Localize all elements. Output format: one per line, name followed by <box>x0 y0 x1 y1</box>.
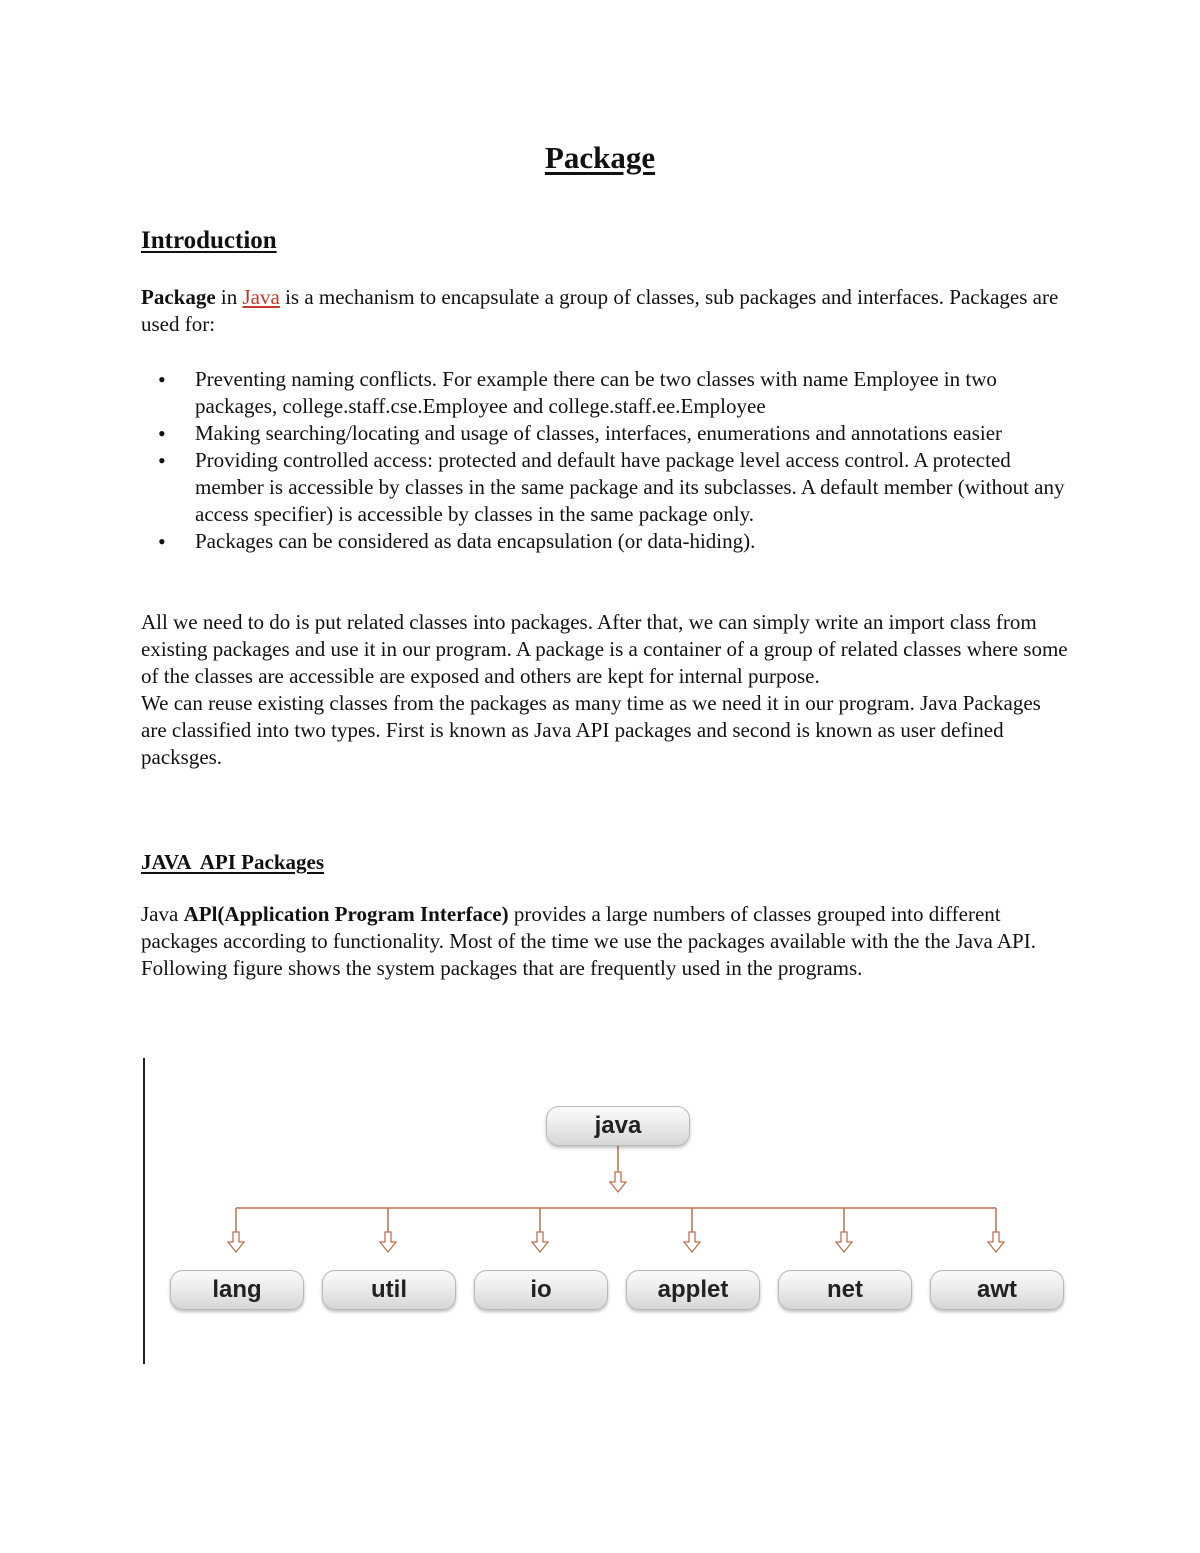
page-title: Package <box>544 140 656 175</box>
uses-list <box>141 366 1071 555</box>
java-link[interactable]: Java <box>242 285 280 309</box>
node-net: net <box>778 1270 912 1310</box>
bullet-icon: • <box>158 448 166 473</box>
bullet-icon: • <box>158 367 166 392</box>
node-java: java <box>546 1106 690 1146</box>
list-item <box>141 420 1071 447</box>
list-item-text: Preventing naming conflicts. For example there can be two classes with name Employee in two packages, college.staff.cse.Employee and college.staff.ee.Employee <box>195 367 997 418</box>
root-down-arrow-icon <box>610 1172 626 1192</box>
list-item-text: Packages can be considered as data encapsulation (or data-hiding). <box>195 529 756 553</box>
list-item <box>141 366 1071 420</box>
down-arrow-icon-util <box>380 1232 396 1252</box>
package-hierarchy-diagram <box>160 1090 1080 1330</box>
bullet-icon: • <box>158 529 166 554</box>
api-text-rest: provides a large numbers of classes grouped into different packages according to functionality. Most of the time we use the packages available with the the Java API. Following figure shows the system packages that are frequently used in the programs. <box>141 902 1036 980</box>
down-arrow-icon-awt <box>988 1232 1004 1252</box>
intro-text-in: in <box>215 285 243 309</box>
node-applet: applet <box>626 1270 760 1310</box>
paragraph-line: All we need to do is put related classes into packages. After that, we can simply write an import class from existing packages and use it in our program. A package is a container of a group of related classes where some of the classes are accessible are exposed and others are kept for internal purpose. <box>141 610 1068 688</box>
list-item <box>141 528 1071 555</box>
down-arrow-icon-net <box>836 1232 852 1252</box>
down-arrow-icon-applet <box>684 1232 700 1252</box>
api-paragraph <box>141 901 1071 982</box>
api-text-pre: Java <box>141 902 184 926</box>
node-awt: awt <box>930 1270 1064 1310</box>
list-item-text: Providing controlled access: protected and default have package level access control. A protected member is accessible by classes in the same package and its subclasses. A default member (without any access specifier) is accessible by classes in the same package only. <box>195 448 1065 526</box>
intro-paragraph <box>141 284 1071 338</box>
change-bar <box>143 1058 145 1364</box>
down-arrow-icon-lang <box>228 1232 244 1252</box>
intro-text-rest: is a mechanism to encapsulate a group of classes, sub packages and interfaces. Packages are used for: <box>141 285 1059 336</box>
down-arrow-icon-io <box>532 1232 548 1252</box>
list-item <box>141 447 1071 528</box>
bullet-icon: • <box>158 421 166 446</box>
section-heading-introduction: Introduction <box>141 227 277 254</box>
section-heading-java-api: JAVA API Packages <box>141 850 325 874</box>
package-term: Package <box>141 285 216 309</box>
packages-paragraph <box>141 609 1071 771</box>
node-util: util <box>322 1270 456 1310</box>
paragraph-line: We can reuse existing classes from the packages as many time as we need it in our program. Java Packages are classified into two types. First is known as Java API packages and second is known as user defined packsges. <box>141 691 1041 769</box>
node-lang: lang <box>170 1270 304 1310</box>
api-term: APl(Application Program Interface) <box>183 902 509 926</box>
node-io: io <box>474 1270 608 1310</box>
list-item-text: Making searching/locating and usage of classes, interfaces, enumerations and annotations easier <box>195 421 1003 445</box>
